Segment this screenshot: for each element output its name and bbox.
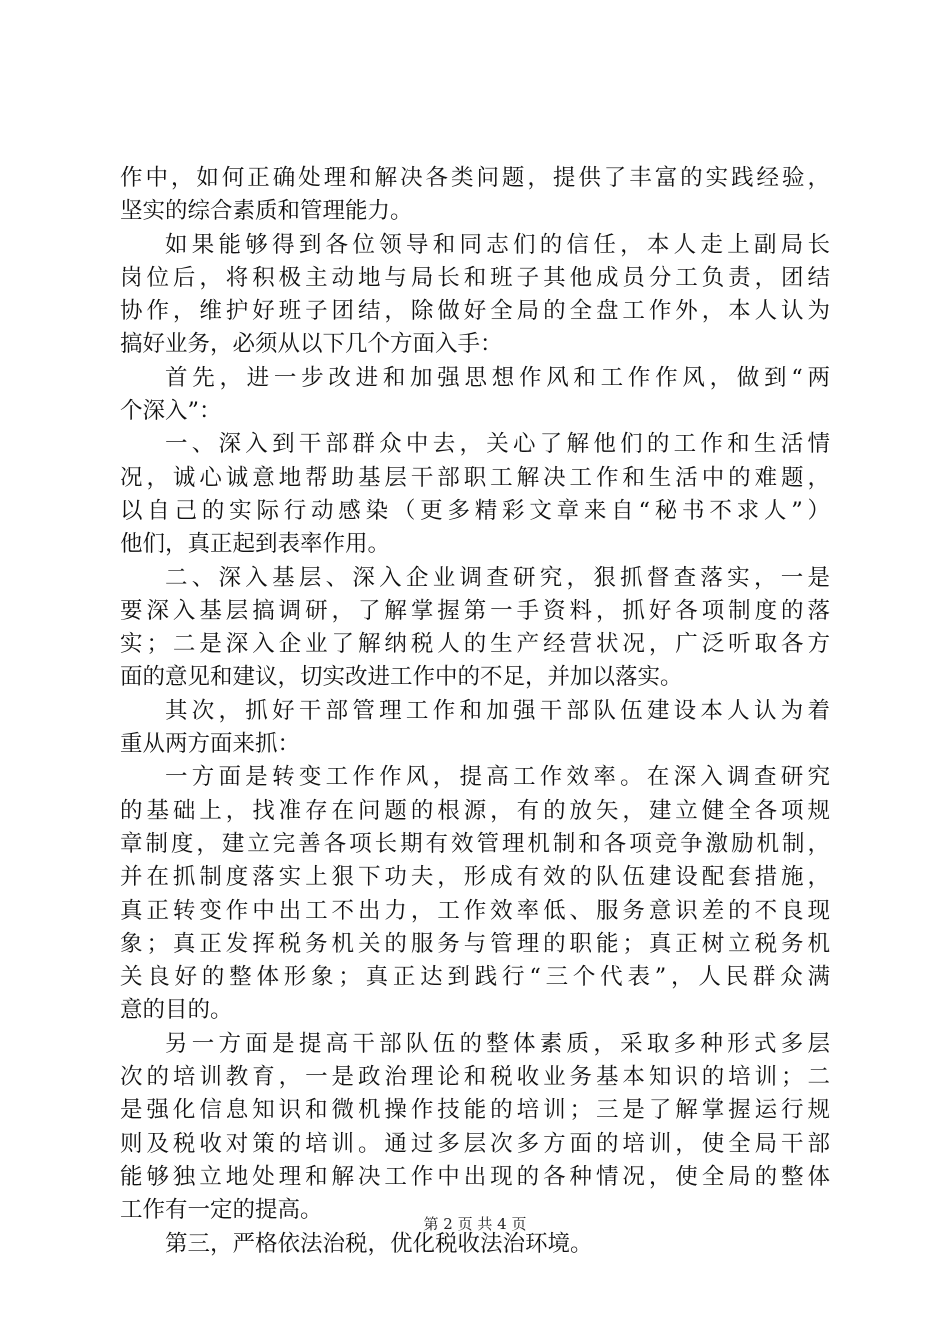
text-line: 一方面是转变工作作风，提高工作效率。在深入调查研究 — [165, 764, 830, 791]
page-footer: 第 2 页 共 4 页 — [423, 1215, 527, 1233]
text-line: 的基础上，找准存在问题的根源，有的放矢，建立健全各项规 — [120, 797, 830, 824]
text-line: 第三，严格依法治税，优化税收法治环境。 — [165, 1230, 593, 1257]
text-line: 他们，真正起到表率作用。 — [120, 531, 391, 558]
text-line: 章制度，建立完善各项长期有效管理机制和各项竞争激励机制， — [120, 830, 830, 857]
text-line: 首先，进一步改进和加强思想作风和工作作风，做到“两 — [165, 364, 830, 391]
text-line: 并在抓制度落实上狠下功夫，形成有效的队伍建设配套措施， — [120, 864, 830, 891]
text-line: 关良好的整体形象；真正达到践行“三个代表”，人民群众满 — [120, 964, 830, 991]
text-line: 一、深入到干部群众中去，关心了解他们的工作和生活情 — [165, 431, 830, 458]
text-line: 协作，维护好班子团结，除做好全局的全盘工作外，本人认为 — [120, 298, 830, 325]
text-line: 况，诚心诚意地帮助基层干部职工解决工作和生活中的难题， — [120, 464, 830, 491]
text-line: 要深入基层搞调研，了解掌握第一手资料，抓好各项制度的落 — [120, 597, 830, 624]
text-line: 搞好业务，必须从以下几个方面入手： — [120, 331, 503, 358]
text-line: 实；二是深入企业了解纳税人的生产经营状况，广泛听取各方 — [120, 631, 830, 658]
body-text — [120, 162, 830, 1261]
text-line: 以自己的实际行动感染（更多精彩文章来自“秘书不求人”） — [120, 497, 830, 524]
text-line: 真正转变作中出工不出力，工作效率低、服务意识差的不良现 — [120, 897, 830, 924]
text-line: 则及税收对策的培训。通过多层次多方面的培训，使全局干部 — [120, 1130, 830, 1157]
text-line: 作中，如何正确处理和解决各类问题，提供了丰富的实践经验， — [120, 165, 830, 191]
text-line: 如果能够得到各位领导和同志们的信任，本人走上副局长 — [165, 231, 830, 258]
text-line: 是强化信息知识和微机操作技能的培训；三是了解掌握运行规 — [120, 1097, 830, 1124]
text-line: 次的培训教育，一是政治理论和税收业务基本知识的培训；二 — [120, 1064, 830, 1091]
text-line: 其次，抓好干部管理工作和加强干部队伍建设本人认为着 — [165, 697, 830, 724]
text-line: 另一方面是提高干部队伍的整体素质，采取多种形式多层 — [165, 1030, 830, 1057]
text-line: 二、深入基层、深入企业调查研究，狠抓督查落实，一是 — [165, 564, 830, 591]
text-line: 能够独立地处理和解决工作中出现的各种情况，使全局的整体 — [120, 1163, 830, 1190]
text-line: 象；真正发挥税务机关的服务与管理的职能；真正树立税务机 — [120, 930, 830, 957]
text-line: 意的目的。 — [120, 997, 233, 1024]
text-line: 个深入”： — [120, 398, 222, 425]
text-line: 工作有一定的提高。 — [120, 1197, 323, 1224]
text-line: 岗位后，将积极主动地与局长和班子其他成员分工负责，团结 — [120, 264, 830, 291]
text-line: 重从两方面来抓： — [120, 731, 301, 758]
text-line: 面的意见和建议，切实改进工作中的不足，并加以落实。 — [120, 664, 683, 691]
text-line: 坚实的综合素质和管理能力。 — [120, 198, 413, 225]
